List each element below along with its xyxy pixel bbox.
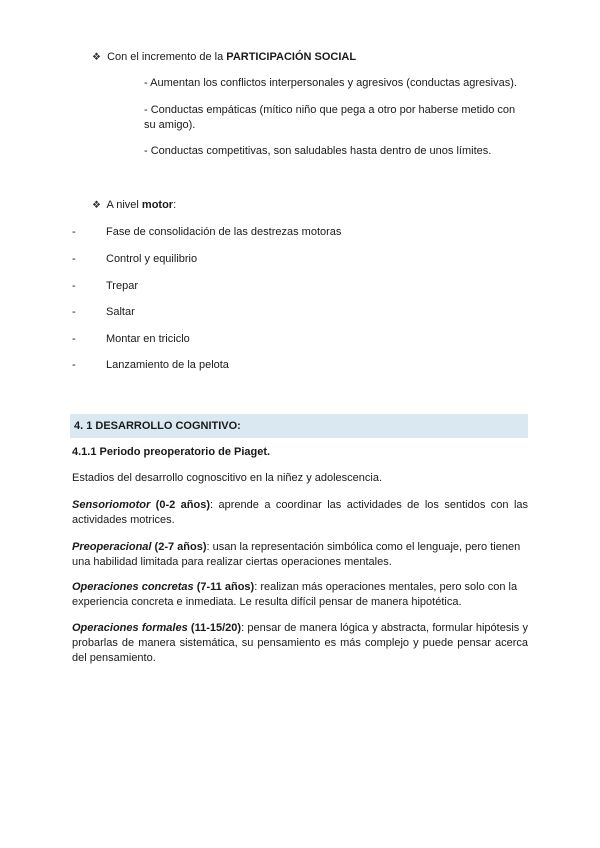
- dash-marker: -: [72, 280, 76, 292]
- social-sub-3: - Conductas competitivas, son saludables hasta dentro de unos límites.: [144, 145, 492, 157]
- dash-marker: -: [72, 333, 76, 345]
- social-bullet: [92, 50, 356, 65]
- stage-name: Sensoriomotor: [72, 499, 151, 511]
- social-sub-1: - Aumentan los conflictos interpersonales y agresivos (conductas agresivas).: [144, 77, 517, 89]
- stage-paragraph: [72, 621, 528, 666]
- stage-name: Preoperacional: [72, 541, 152, 553]
- motor-item: Montar en triciclo: [106, 333, 190, 345]
- social-bullet-bold: PARTICIPACIÓN SOCIAL: [226, 51, 357, 63]
- section-title: 4. 1 DESARROLLO COGNITIVO:: [74, 420, 241, 432]
- stage-text: : usan la representación simbólica como el lenguaje, pero tienen una habilidad limitada para realizar ciertas operaciones mentales.: [72, 541, 521, 568]
- social-bullet-prefix: Con el incremento de la: [107, 51, 227, 63]
- diamond-bullet-icon: ❖: [92, 200, 101, 211]
- motor-bullet: [92, 198, 176, 213]
- stage-text: : pensar de manera lógica y abstracta, formular hipótesis y probarlas de manera sistemática, su pensamiento es más complejo y puede pensar acerca del pensamiento.: [72, 622, 528, 664]
- dash-marker: -: [72, 359, 76, 371]
- motor-item: Lanzamiento de la pelota: [106, 359, 229, 371]
- dash-marker: -: [72, 306, 76, 318]
- stage-paragraph: [72, 498, 528, 528]
- dash-marker: -: [72, 226, 76, 238]
- subsection-title: 4.1.1 Periodo preoperatorio de Piaget.: [72, 446, 271, 458]
- section-heading-bar: [70, 414, 528, 438]
- motor-bullet-prefix: A nivel: [106, 199, 142, 211]
- stage-paragraph: [72, 540, 528, 570]
- motor-bullet-bold: motor: [141, 199, 174, 211]
- stage-text: : realizan más operaciones mentales, pero solo con la experiencia concreta e inmediata. Le resulta difícil pensar de manera hipotética.: [72, 581, 518, 608]
- stage-range: (2-7 años): [151, 541, 207, 553]
- stage-range: (11-15/20): [187, 622, 242, 634]
- stage-text: : aprende a coordinar las actividades de los sentidos con las actividades motrices.: [72, 499, 529, 526]
- motor-bullet-suffix: :: [173, 199, 177, 211]
- stage-name: Operaciones concretas: [72, 581, 194, 593]
- dash-marker: -: [72, 253, 76, 265]
- stage-name: Operaciones formales: [72, 622, 188, 634]
- intro-paragraph: Estadios del desarrollo cognoscitivo en la niñez y adolescencia.: [72, 472, 383, 484]
- motor-item: Trepar: [106, 280, 138, 292]
- motor-item: Fase de consolidación de las destrezas motoras: [106, 226, 342, 238]
- motor-item: Control y equilibrio: [106, 253, 198, 265]
- social-sub-2: - Conductas empáticas (mítico niño que pega a otro por haberse metido con su amigo).: [144, 104, 516, 131]
- stage-range: (7-11 años): [193, 581, 255, 593]
- stage-range: (0-2 años): [150, 499, 211, 511]
- motor-item: Saltar: [106, 306, 135, 318]
- diamond-bullet-icon: ❖: [92, 52, 101, 63]
- stage-paragraph: [72, 580, 528, 610]
